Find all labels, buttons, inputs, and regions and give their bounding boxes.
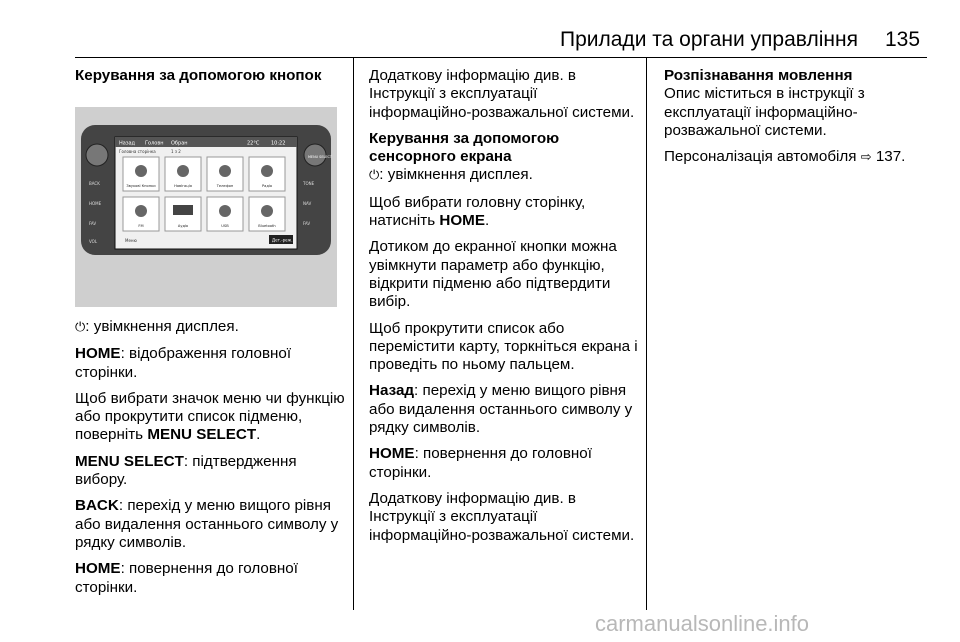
tile-label-7: USB <box>221 224 229 228</box>
section-heading-touch: Керування за допомогою сенсорного екрана <box>369 129 560 166</box>
touch-home-paragraph: Щоб вибрати головну сторінку, натисніть HOME. <box>369 193 586 230</box>
page-header-title: Прилади та органи управління <box>560 28 858 51</box>
key-home: HOME <box>89 201 102 206</box>
menu-select-label: MENU SELECT <box>308 155 332 159</box>
tile-label-2: Навігація <box>174 184 192 188</box>
infotainment-panel-illustration <box>75 107 337 307</box>
screen-page-indicator: 1 з 2 <box>171 149 181 154</box>
column-divider-1 <box>353 58 354 610</box>
screen-top-bar <box>115 137 297 147</box>
power-icon: ⏻ <box>75 320 86 335</box>
column-1 <box>75 67 347 85</box>
key-back: BACK <box>89 181 100 186</box>
tile-label-4: Радіо <box>261 184 273 188</box>
touch-home-return-paragraph: HOME: повернення до головної сторінки. <box>369 445 592 481</box>
touch-back-paragraph: Назад: перехід у меню вищого рівня або видалення останнього символу у рядку символів. <box>369 382 633 437</box>
column-divider-2 <box>646 58 647 610</box>
key-fav-left: FAV <box>89 221 97 226</box>
screen-subtitle: Головна сторінка <box>119 149 156 154</box>
info-paragraph: Додаткову інформацію див. в Інструкції з експлуатації інформаційно-розважальної системи. <box>369 67 635 121</box>
screen-tab-back: Назад <box>119 140 136 147</box>
tile-label-3: Телефон <box>216 184 234 188</box>
power-knob <box>86 144 108 166</box>
screen-tab-home: Головн <box>145 140 164 147</box>
touch-power-paragraph: ⏻: увімкнення дисплея. <box>369 166 533 184</box>
page-reference-icon: ⇨ <box>860 150 872 166</box>
rotate-paragraph: Щоб вибрати значок меню чи функцію або прокрутити список підменю, поверніть MENU SELECT. <box>75 389 345 444</box>
power-paragraph: ⏻: увімкнення дисплея. <box>75 318 239 335</box>
header-rule <box>75 57 927 58</box>
screen-menu-label: Меню <box>125 238 137 243</box>
key-tone: TONE <box>303 181 315 186</box>
page-number: 135 <box>885 28 921 51</box>
watermark: carmanualsonline.info <box>595 611 810 636</box>
column-2 <box>369 67 641 553</box>
home-paragraph: HOME: відображення головної сторінки. <box>75 345 292 381</box>
back-paragraph: BACK: перехід у меню вищого рівня або видалення останнього символу у рядку символів. <box>75 497 339 551</box>
column-1-text <box>75 318 347 605</box>
menu-select-paragraph: MENU SELECT: підтвердження вибору. <box>75 452 297 489</box>
key-fav-right: FAV <box>303 221 311 226</box>
touch-select-paragraph: Дотиком до екранної кнопки можна увімкнути параметр або функцію, відкрити підменю або підтвердити вибір. <box>369 238 617 311</box>
key-vol: VOL <box>89 239 98 244</box>
screen-detail-label: Дет.-реж. <box>272 237 293 243</box>
info-paragraph-2: Додаткову інформацію див. в Інструкції з експлуатації інформаційно-розважальної системи. <box>369 489 635 544</box>
home-return-paragraph: HOME: повернення до головної сторінки. <box>75 560 298 596</box>
infotainment-figure <box>75 107 337 307</box>
key-nav: NAV <box>303 201 312 206</box>
screen-temp: 22°C <box>247 140 260 147</box>
column-3 <box>664 67 930 175</box>
section-heading-buttons: Керування за допомогою кнопок <box>75 67 322 84</box>
tile-label-1: Звукові Кнопки <box>126 184 156 188</box>
tile-label-6: Аудіо <box>177 224 189 228</box>
tile-label-5: FM <box>138 224 144 228</box>
personalization-paragraph: Персоналізація автомобіля ⇨ 137. <box>664 148 906 166</box>
screen-time: 10:22 <box>271 140 286 147</box>
voice-paragraph: Опис міститься в інструкції з експлуатації інформаційно-розважальної системи. <box>664 85 865 139</box>
section-heading-voice: Розпізнавання мовлення <box>664 67 853 84</box>
screen-tab-fav: Обран <box>171 140 188 147</box>
tile-label-8: Bluetooth <box>258 224 276 228</box>
power-icon: ⏻ <box>369 168 380 184</box>
touch-scroll-paragraph: Щоб прокрутити список або перемістити карту, торкніться екрана і проведіть по ньому пальцем. <box>369 319 638 374</box>
